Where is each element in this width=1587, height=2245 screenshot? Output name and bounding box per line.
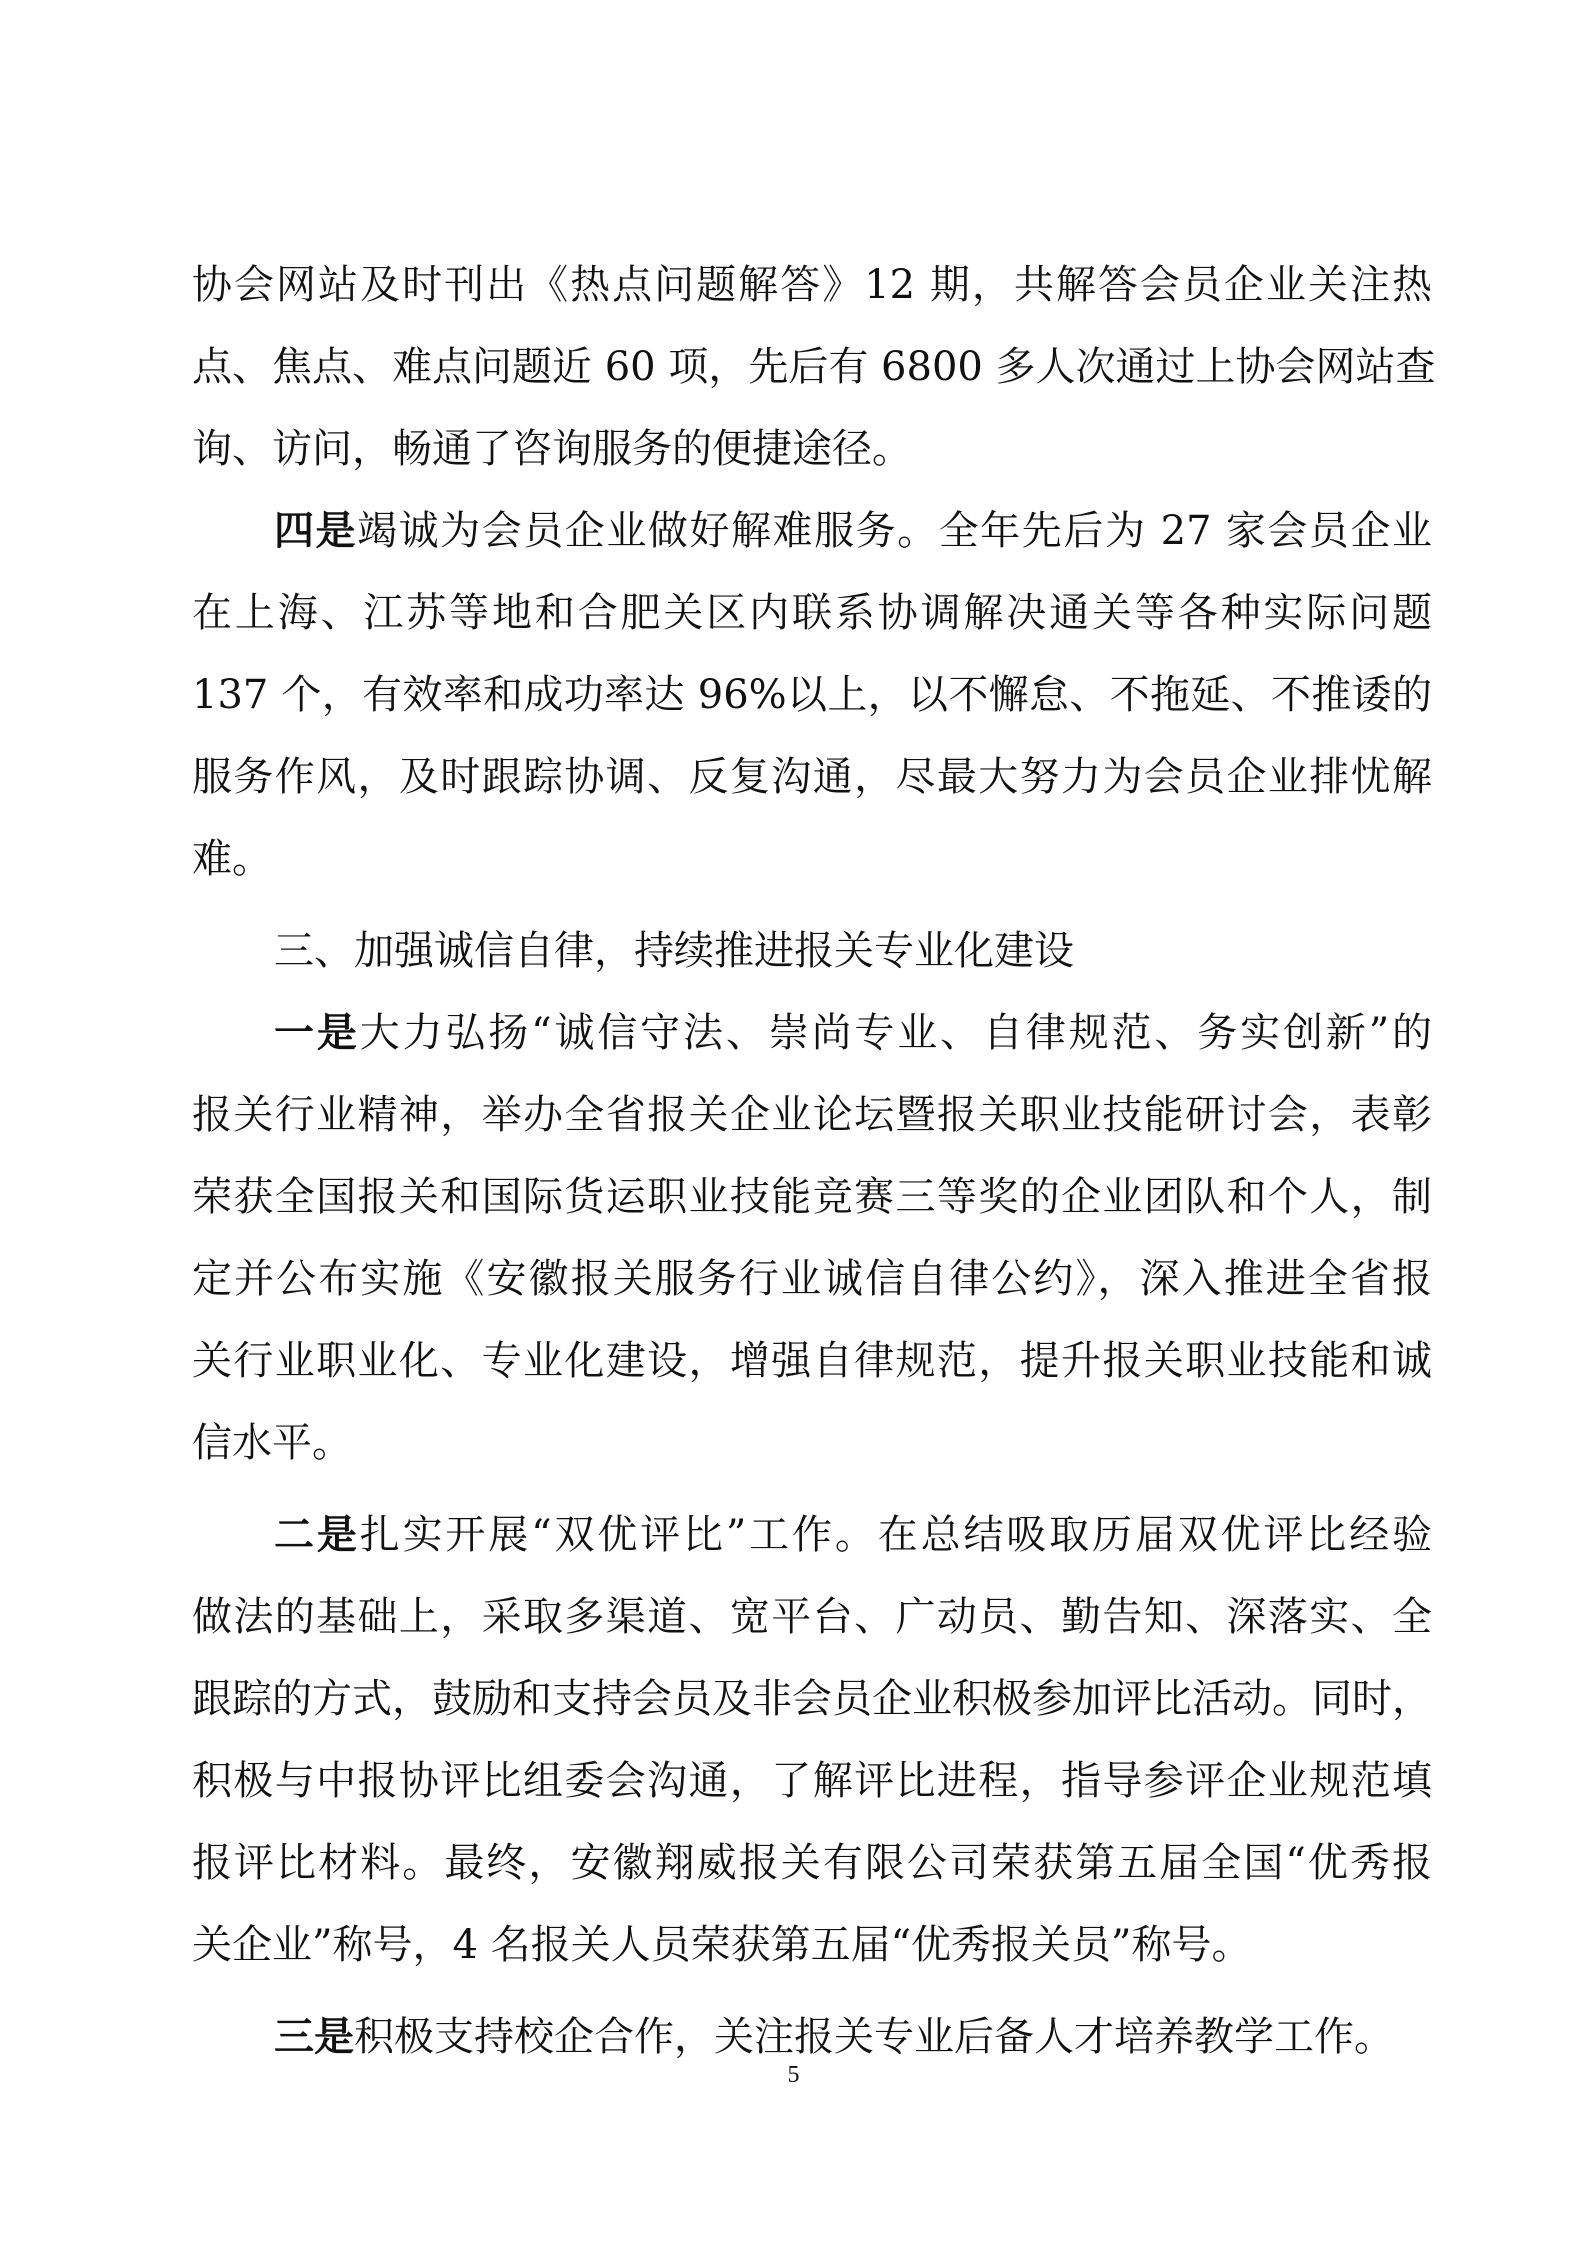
paragraph bbox=[192, 490, 1432, 900]
page-number: 5 bbox=[787, 2062, 800, 2088]
text-line: 服务作风，及时跟踪协调、反复沟通，尽最大努力为会员企业排忧解 bbox=[192, 754, 1432, 800]
paragraph bbox=[192, 1494, 1432, 1986]
text-line: 信水平。 bbox=[192, 1420, 352, 1466]
text-run: 大力弘扬“诚信守法、崇尚专业、自律规范、务实创新”的 bbox=[359, 1010, 1432, 1056]
text-line: 做法的基础上，采取多渠道、宽平台、广动员、勤告知、深落实、全 bbox=[192, 1594, 1432, 1640]
text-line: 点、焦点、难点问题近 60 项，先后有 6800 多人次通过上协会网站查 bbox=[192, 344, 1436, 390]
document-body bbox=[192, 244, 1436, 2078]
text-line: 定并公布实施《安徽报关服务行业诚信自律公约》，深入推进全省报 bbox=[192, 1256, 1432, 1302]
text-line: 137 个，有效率和成功率达 96%以上，以不懈怠、不拖延、不推诿的 bbox=[192, 672, 1432, 718]
text-line: 关企业”称号，4 名报关人员荣获第五届“优秀报关员”称号。 bbox=[192, 1922, 1252, 1968]
heading-text: 三、加强诚信自律，持续推进报关专业化建设 bbox=[274, 928, 1074, 974]
text-line bbox=[192, 490, 1432, 572]
paragraph bbox=[192, 992, 1432, 1484]
text-line bbox=[192, 992, 1432, 1074]
text-line: 积极与中报协评比组委会沟通，了解评比进程，指导参评企业规范填 bbox=[192, 1758, 1432, 1804]
text-run: 扎实开展“双优评比”工作。在总结吸取历届双优评比经验 bbox=[359, 1512, 1432, 1558]
paragraph-lead: 一是 bbox=[274, 1009, 360, 1056]
paragraph-lead: 二是 bbox=[274, 1511, 360, 1558]
paragraph bbox=[192, 244, 1436, 490]
text-line bbox=[192, 1494, 1432, 1576]
text-line: 难。 bbox=[192, 836, 272, 882]
section-heading bbox=[192, 910, 1432, 992]
text-line: 跟踪的方式，鼓励和支持会员及非会员企业积极参加评比活动。同时， bbox=[192, 1676, 1432, 1722]
text-line: 在上海、江苏等地和合肥关区内联系协调解决通关等各种实际问题 bbox=[192, 590, 1432, 636]
text-line: 报评比材料。最终，安徽翔威报关有限公司荣获第五届全国“优秀报 bbox=[192, 1840, 1432, 1886]
text-line: 荣获全国报关和国际货运职业技能竞赛三等奖的企业团队和个人，制 bbox=[192, 1174, 1432, 1220]
text-run: 竭诚为会员企业做好解难服务。全年先后为 27 家会员企业 bbox=[357, 508, 1433, 554]
text-line: 关行业职业化、专业化建设，增强自律规范，提升报关职业技能和诚 bbox=[192, 1338, 1432, 1384]
text-line: 报关行业精神，举办全省报关企业论坛暨报关职业技能研讨会，表彰 bbox=[192, 1092, 1432, 1138]
text-line: 询、访问，畅通了咨询服务的便捷途径。 bbox=[192, 426, 912, 472]
paragraph-lead: 四是 bbox=[274, 507, 358, 554]
text-line: 协会网站及时刊出《热点问题解答》12 期，共解答会员企业关注热 bbox=[192, 262, 1432, 308]
text-run: 积极支持校企合作，关注报关专业后备人才培养教学工作。 bbox=[354, 2014, 1394, 2060]
paragraph-lead: 三是 bbox=[274, 2013, 354, 2060]
